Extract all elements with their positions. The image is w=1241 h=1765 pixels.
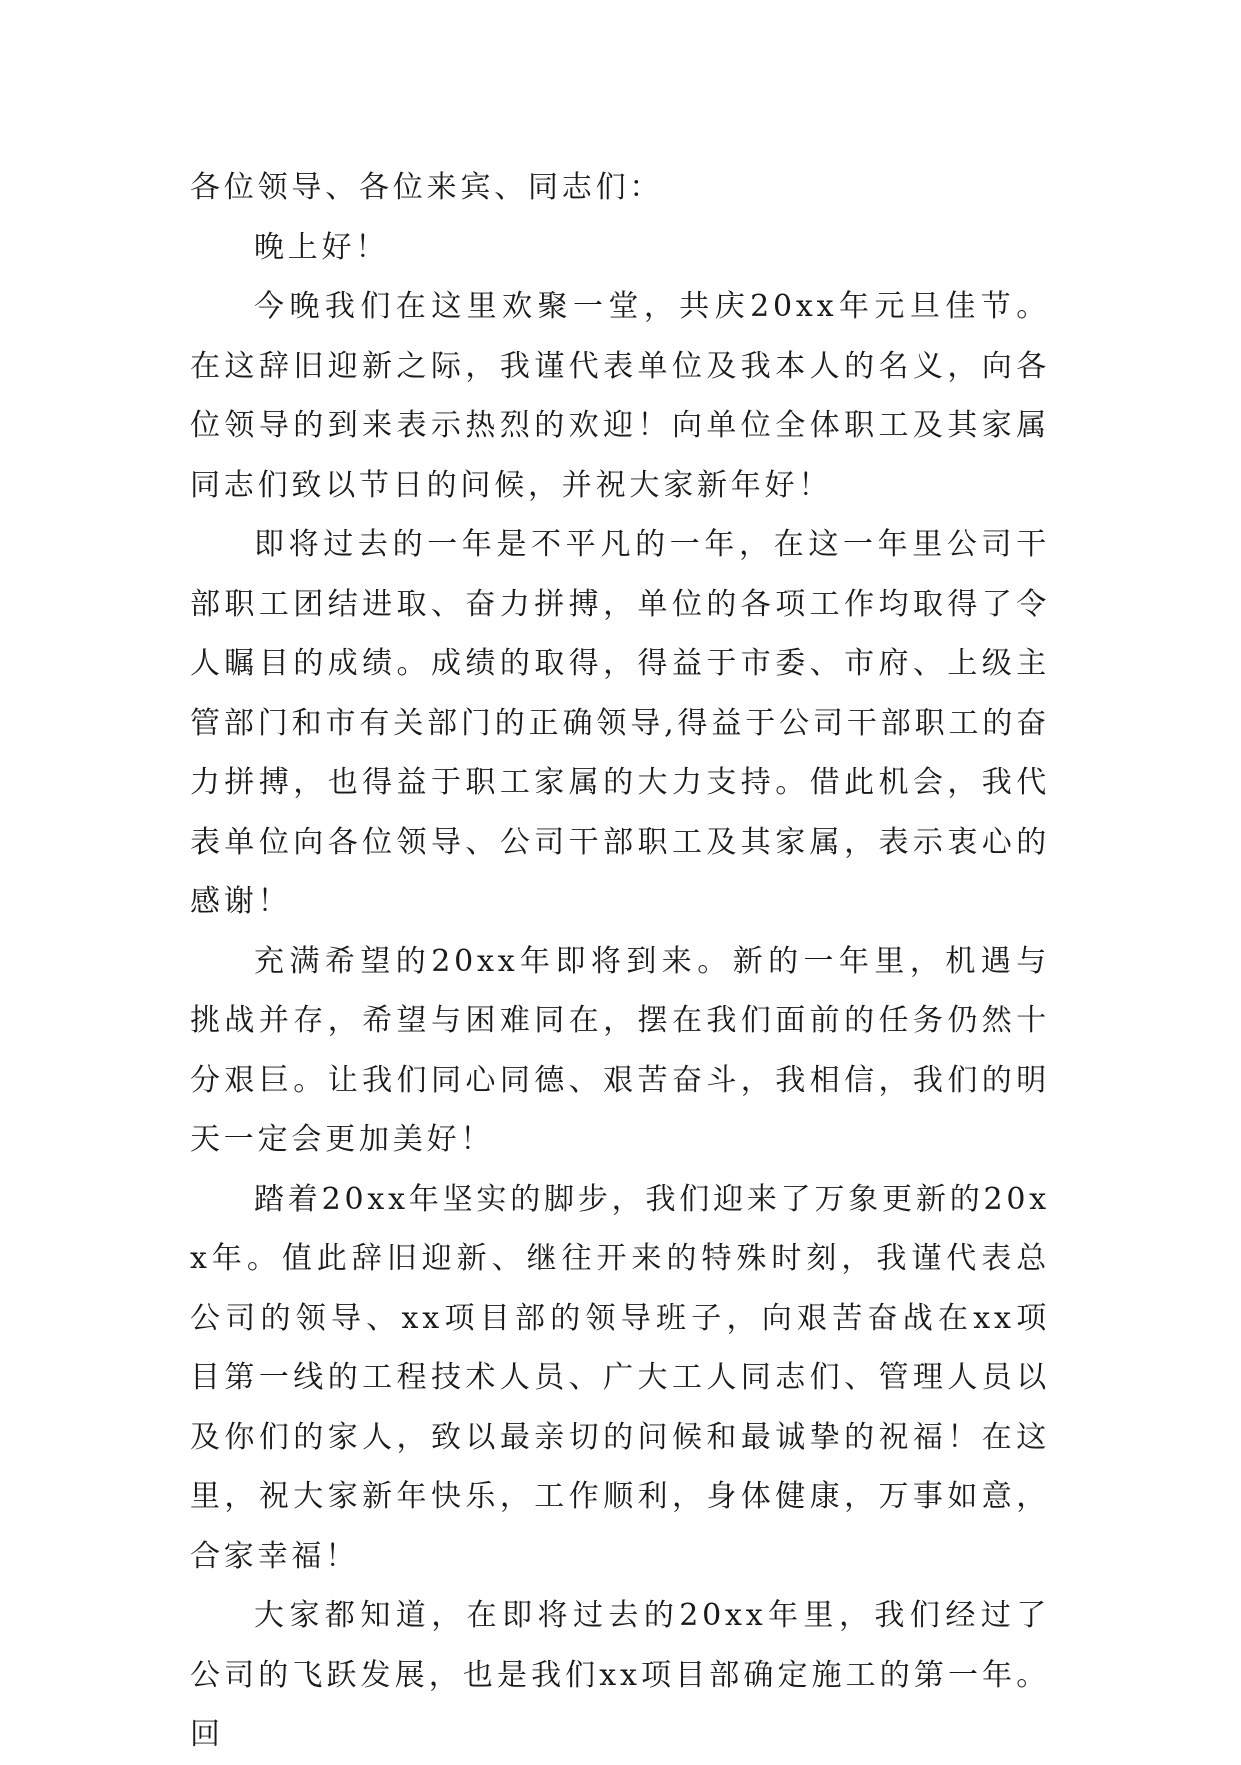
document-body xyxy=(190,158,1050,1765)
paragraph: 踏着20xx年坚实的脚步，我们迎来了万象更新的20xx年。值此辞旧迎新、继往开来的特殊时刻，我谨代表总公司的领导、xx项目部的领导班子，向艰苦奋战在xx项目第一线的工程技术人员、广大工人同志们、管理人员以及你们的家人，致以最亲切的问候和最诚挚的祝福！在这里，祝大家新年快乐，工作顺利，身体健康，万事如意，合家幸福！ xyxy=(190,1181,1050,1574)
greeting: 晚上好！ xyxy=(254,229,390,265)
paragraph: 即将过去的一年是不平凡的一年，在这一年里公司干部职工团结进取、奋力拼搏，单位的各项工作均取得了令人瞩目的成绩。成绩的取得，得益于市委、市府、上级主管部门和市有关部门的正确领导,得益于公司干部职工的奋力拼搏，也得益于职工家属的大力支持。借此机会，我代表单位向各位领导、公司干部职工及其家属，表示衷心的感谢！ xyxy=(190,527,1050,919)
paragraph: 今晚我们在这里欢聚一堂，共庆20xx年元旦佳节。在这辞旧迎新之际，我谨代表单位及我本人的名义，向各位领导的到来表示热烈的欢迎！向单位全体职工及其家属同志们致以节日的问候，并祝大家新年好！ xyxy=(190,289,1050,503)
salutation: 各位领导、各位来宾、同志们： xyxy=(190,170,664,205)
paragraph: 大家都知道，在即将过去的20xx年里，我们经过了公司的飞跃发展，也是我们xx项目部确定施工的第一年。回 xyxy=(190,1598,1050,1752)
paragraph: 充满希望的20xx年即将到来。新的一年里，机遇与挑战并存，希望与困难同在，摆在我们面前的任务仍然十分艰巨。让我们同心同德、艰苦奋斗，我相信，我们的明天一定会更加美好！ xyxy=(190,943,1050,1157)
